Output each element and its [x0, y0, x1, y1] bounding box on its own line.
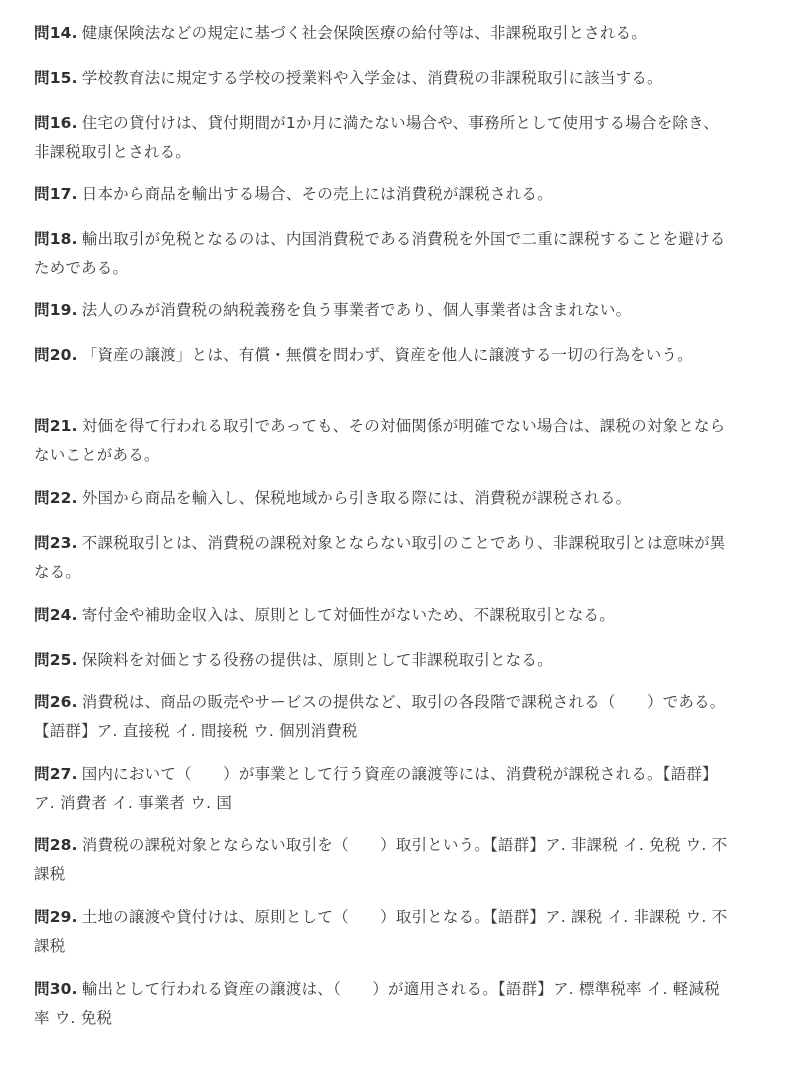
question-number: 問24.	[34, 606, 78, 624]
question-number: 問25.	[34, 651, 78, 669]
question-number: 問26.	[34, 693, 78, 711]
question-text: 消費税の課税対象とならない取引を（ ）取引という。【語群】ア. 非課税 イ. 免税 ウ. 不課税	[34, 836, 728, 883]
question-text: 寄付金や補助金収入は、原則として対価性がないため、不課税取引となる。	[81, 606, 615, 624]
question-number: 問20.	[34, 346, 78, 364]
question-16	[34, 109, 734, 167]
question-text: 不課税取引とは、消費税の課税対象とならない取引のことであり、非課税取引とは意味が異なる。	[34, 534, 726, 581]
question-26	[34, 688, 734, 746]
question-number: 問29.	[34, 908, 78, 926]
question-text: 国内において（ ）が事業として行う資産の譲渡等には、消費税が課税される。【語群】ア. 消費者 イ. 事業者 ウ. 国	[34, 765, 718, 812]
question-number: 問17.	[34, 185, 78, 203]
question-28	[34, 831, 734, 889]
question-number: 問19.	[34, 301, 78, 319]
question-27	[34, 760, 734, 818]
question-text: 学校教育法に規定する学校の授業料や入学金は、消費税の非課税取引に該当する。	[81, 69, 663, 87]
question-20	[34, 341, 734, 370]
question-text: 輸出として行われる資産の譲渡は、（ ）が適用される。【語群】ア. 標準税率 イ. 軽減税率 ウ. 免税	[34, 980, 720, 1027]
question-number: 問15.	[34, 69, 78, 87]
question-number: 問30.	[34, 980, 78, 998]
question-14	[34, 19, 734, 48]
question-21	[34, 412, 734, 470]
question-text: 消費税は、商品の販売やサービスの提供など、取引の各段階で課税される（ ）である。【語群】ア. 直接税 イ. 間接税 ウ. 個別消費税	[34, 693, 726, 740]
question-17	[34, 180, 734, 209]
question-number: 問21.	[34, 417, 78, 435]
question-19	[34, 296, 734, 325]
question-30	[34, 975, 734, 1033]
question-text: 対価を得て行われる取引であっても、その対価関係が明確でない場合は、課税の対象とならないことがある。	[34, 417, 726, 464]
question-text: 土地の譲渡や貸付けは、原則として（ ）取引となる。【語群】ア. 課税 イ. 非課税 ウ. 不課税	[34, 908, 728, 955]
question-text: 法人のみが消費税の納税義務を負う事業者であり、個人事業者は含まれない。	[81, 301, 632, 319]
question-number: 問14.	[34, 24, 78, 42]
question-text: 日本から商品を輸出する場合、その売上には消費税が課税される。	[81, 185, 553, 203]
question-number: 問23.	[34, 534, 78, 552]
question-number: 問27.	[34, 765, 78, 783]
question-23	[34, 529, 734, 587]
question-number: 問16.	[34, 114, 78, 132]
question-number: 問28.	[34, 836, 78, 854]
question-18	[34, 225, 734, 283]
question-text: 輸出取引が免税となるのは、内国消費税である消費税を外国で二重に課税することを避けるためである。	[34, 230, 726, 277]
question-number: 問22.	[34, 489, 78, 507]
question-24	[34, 601, 734, 630]
question-25	[34, 646, 734, 675]
question-text: 「資産の譲渡」とは、有償・無償を問わず、資産を他人に譲渡する一切の行為をいう。	[81, 346, 693, 364]
question-text: 健康保険法などの規定に基づく社会保険医療の給付等は、非課税取引とされる。	[81, 24, 647, 42]
question-15	[34, 64, 734, 93]
question-text: 外国から商品を輸入し、保税地域から引き取る際には、消費税が課税される。	[81, 489, 632, 507]
question-number: 問18.	[34, 230, 78, 248]
question-text: 保険料を対価とする役務の提供は、原則として非課税取引となる。	[81, 651, 553, 669]
question-29	[34, 903, 734, 961]
question-text: 住宅の貸付けは、貸付期間が1か月に満たない場合や、事務所として使用する場合を除き、非課税取引とされる。	[34, 114, 719, 161]
question-22	[34, 484, 734, 513]
